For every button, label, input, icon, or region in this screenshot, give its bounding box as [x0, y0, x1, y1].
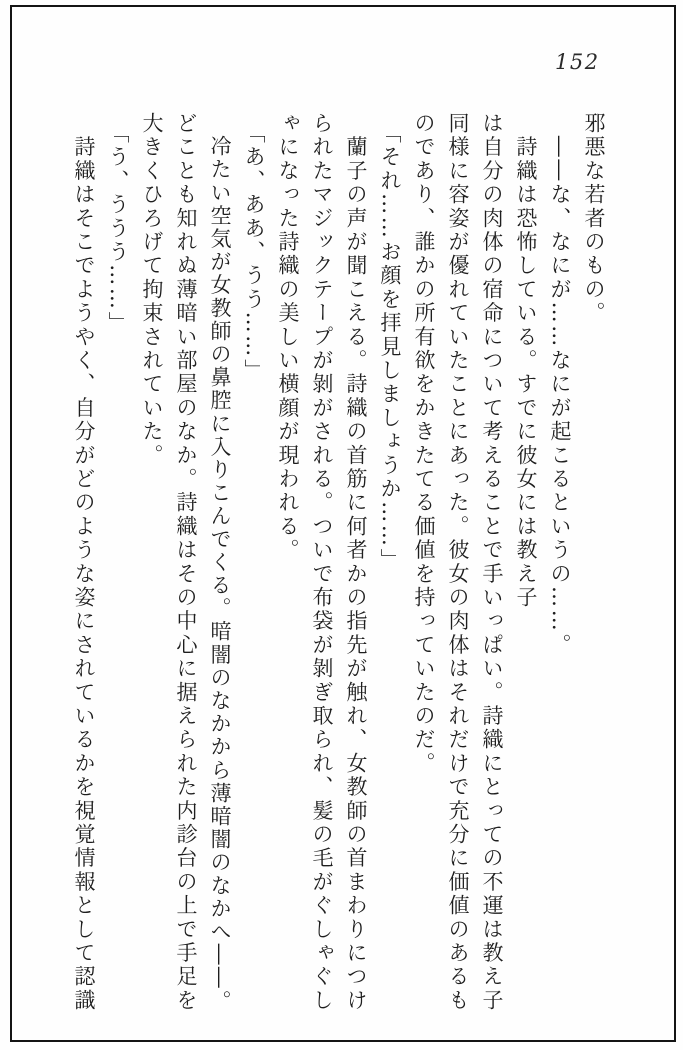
text-column: られたマジックテープが剝がされる。ついで布袋が剝ぎ取られ、髪の毛がぐしゃぐし [310, 112, 334, 1013]
text-column: 詩織はそこでようやく、自分がどのような姿にされているかを視覚情報として認識 [72, 112, 96, 1013]
text-column: のであり、誰かの所有欲をかきたてる価値を持っていたのだ。 [412, 112, 436, 776]
text-column: どことも知れぬ薄暗い部屋のなか。詩織はその中心に据えられた内診台の上で手足を [174, 112, 198, 1013]
text-column: 邪悪な若者のもの。 [582, 112, 606, 326]
vertical-text-block [67, 112, 611, 1015]
text-column-dialogue: 「それ……お顔を拝見しましょうか……」 [378, 122, 402, 573]
text-column: ゃになった詩織の美しい横顔が現われる。 [276, 112, 300, 563]
text-column-dialogue: 「う、ううう……」 [106, 122, 130, 336]
text-column: 蘭子の声が聞こえる。詩織の首筋に何者かの指先が触れ、女教師の首まわりにつけ [344, 112, 368, 1013]
text-column: 同様に容姿が優れていたことにあった。彼女の肉体はそれだけで充分に価値のあるも [446, 112, 470, 1013]
page-number: 152 [555, 50, 600, 74]
text-column: 大きくひろげて拘束されていた。 [140, 112, 164, 468]
text-column: ――な、なにが……なにが起こるというの……。 [548, 112, 572, 658]
text-column: 冷たい空気が女教師の鼻腔に入りこんでくる。暗闇のなかから薄暗闇のなかへ――。 [208, 112, 232, 1013]
text-column: は自分の肉体の宿命について考えることで手いっぱい。詩織にとっての不運は教え子 [480, 112, 504, 1013]
text-column: 詩織は恐怖している。すでに彼女には教え子 [514, 112, 538, 610]
text-column-dialogue: 「あ、ああ、うう……」 [242, 122, 266, 383]
